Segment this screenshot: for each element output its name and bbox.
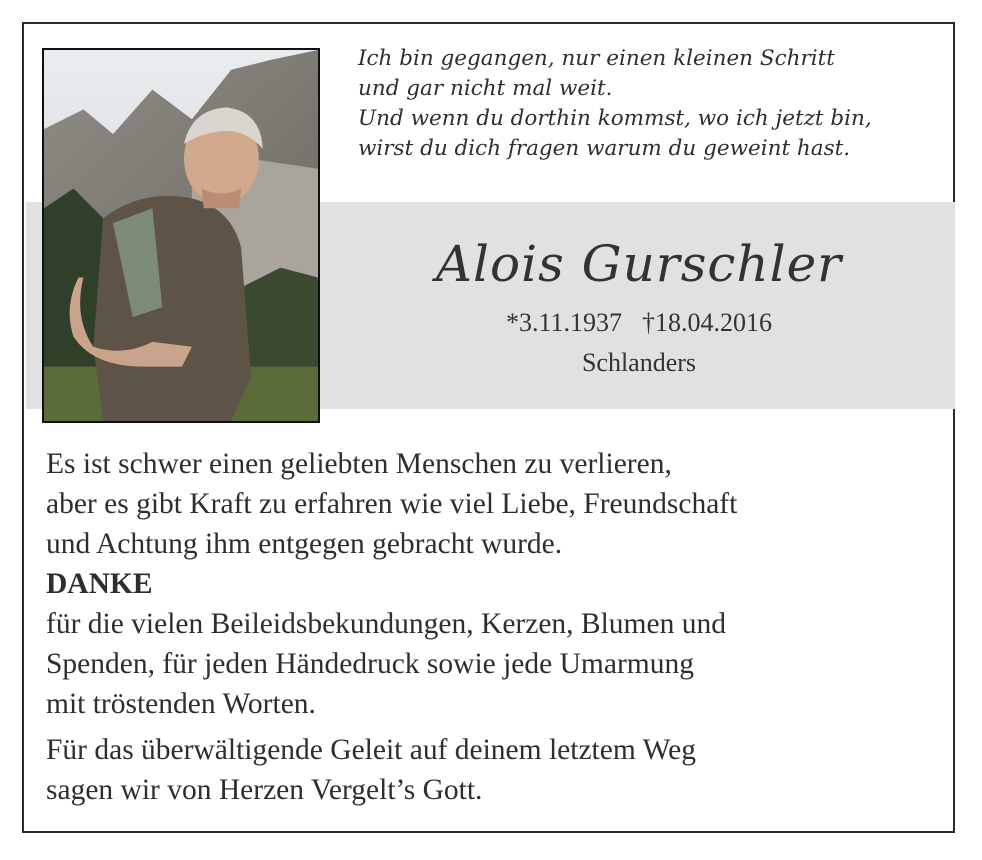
text-line: sagen wir von Herzen Vergelt’s Gott. (46, 774, 483, 806)
text-line: Spenden, für jeden Händedruck sowie jede Umarmung (46, 648, 694, 680)
death-date: †18.04.2016 (642, 308, 773, 337)
portrait-photo (42, 48, 320, 423)
paragraph-2 (46, 604, 946, 724)
life-dates (324, 306, 954, 340)
poem-line: und gar nicht mal weit. (358, 76, 613, 101)
deceased-name: Alois Gurschler (435, 235, 843, 293)
text-line: Für das überwältigende Geleit auf deinem letztem Weg (46, 734, 696, 766)
poem (358, 44, 948, 164)
poem-line: wirst du dich fragen warum du geweint hast. (358, 136, 851, 161)
text-line: für die vielen Beileidsbekundungen, Kerzen, Blumen und (46, 608, 726, 640)
text-line: mit tröstenden Worten. (46, 688, 316, 720)
place: Schlanders (581, 348, 697, 377)
obituary-card (22, 22, 955, 833)
text-line: und Achtung ihm entgegen gebracht wurde. (46, 528, 563, 560)
text-line: Es ist schwer einen geliebten Menschen zu verlieren, (46, 448, 672, 480)
paragraph-1 (46, 444, 946, 564)
thanks-heading: DANKE (46, 568, 153, 600)
birth-date: *3.11.1937 (505, 308, 623, 337)
paragraph-3 (46, 730, 946, 810)
text-line: aber es gibt Kraft zu erfahren wie viel Liebe, Freundschaft (46, 488, 738, 520)
poem-line: Und wenn du dorthin kommst, wo ich jetzt bin, (358, 106, 872, 131)
poem-line: Ich bin gegangen, nur einen kleinen Schritt (358, 46, 835, 71)
thanks-text (46, 444, 946, 810)
